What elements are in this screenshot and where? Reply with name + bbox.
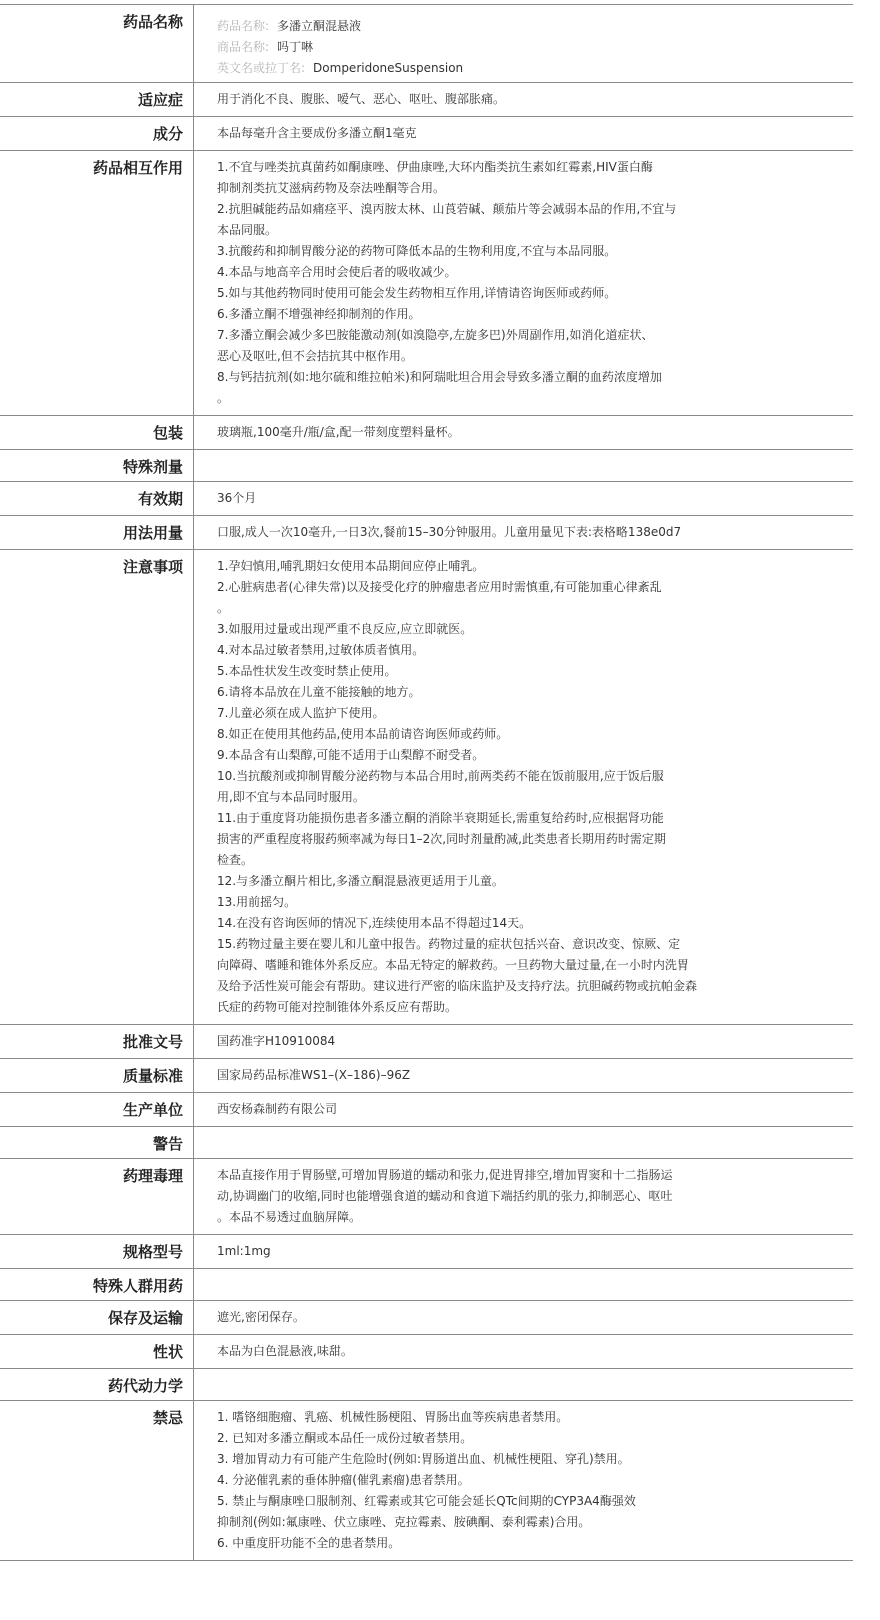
english-name-line: 英文名或拉丁名: DomperidoneSuspension (217, 61, 464, 75)
pharmacology-line: 动,协调幽门的收缩,同时也能增强食道的蠕动和食道下端括约肌的张力,抑制恶心、呕吐 (217, 1189, 673, 1203)
contraindication-line: 3. 增加胃动力有可能产生危险时(例如:胃肠道出血、机械性梗阻、穿孔)禁用。 (217, 1452, 630, 1466)
drug-info-table (0, 4, 853, 1561)
pharmacology-line: 。本品不易透过血脑屏障。 (217, 1210, 362, 1224)
row-precautions (0, 550, 853, 1025)
contraindication-line: 6. 中重度肝功能不全的患者禁用。 (217, 1536, 401, 1550)
precaution-line: 9.本品含有山梨醇,可能不适用于山梨醇不耐受者。 (217, 748, 485, 762)
interaction-line: 本品同服。 (217, 223, 278, 237)
value-specification: 1ml:1mg (217, 1244, 271, 1258)
label-specification: 规格型号 (0, 1235, 194, 1268)
precaution-line: 14.在没有咨询医师的情况下,连续使用本品不得超过14天。 (217, 916, 532, 930)
value-usage: 口服,成人一次10毫升,一日3次,餐前15–30分钟服用。儿童用量见下表:表格略138e0d7 (217, 525, 682, 539)
row-special-population (0, 1269, 853, 1301)
label-package: 包装 (0, 416, 194, 449)
value-drug-name (194, 5, 853, 82)
precaution-line: 8.如正在使用其他药品,使用本品前请咨询医师或药师。 (217, 727, 509, 741)
value-approval-number: 国药准字H10910084 (217, 1034, 336, 1048)
row-special-dosage (0, 450, 853, 482)
label-interactions: 药品相互作用 (0, 151, 194, 415)
label-indications: 适应症 (0, 83, 194, 116)
value-appearance: 本品为白色混悬液,味甜。 (217, 1344, 353, 1358)
row-contraindications (0, 1401, 853, 1561)
row-storage (0, 1301, 853, 1335)
row-quality-standard (0, 1059, 853, 1093)
contraindication-line: 5. 禁止与酮康唑口服制剂、红霉素或其它可能会延长QTc间期的CYP3A4酶强效 (217, 1494, 636, 1508)
row-drug-name (0, 5, 853, 83)
row-indications (0, 83, 853, 117)
value-storage: 遮光,密闭保存。 (217, 1310, 305, 1324)
precaution-line: 2.心脏病患者(心律失常)以及接受化疗的肿瘤患者应用时需慎重,有可能加重心律紊乱 (217, 580, 662, 594)
row-specification (0, 1235, 853, 1269)
value-package: 玻璃瓶,100毫升/瓶/盒,配一带刻度塑料量杯。 (217, 425, 460, 439)
precaution-line: 1.孕妇慎用,哺乳期妇女使用本品期间应停止哺乳。 (217, 559, 485, 573)
interaction-line: 7.多潘立酮会减少多巴胺能激动剂(如溴隐亭,左旋多巴)外周副作用,如消化道症状、 (217, 328, 654, 342)
precaution-line: 15.药物过量主要在婴儿和儿童中报告。药物过量的症状包括兴奋、意识改变、惊厥、定 (217, 937, 681, 951)
value-pharmacokinetics (194, 1369, 853, 1400)
precaution-line: 检查。 (217, 853, 254, 867)
label-precautions: 注意事项 (0, 550, 194, 1024)
value-manufacturer: 西安杨森制药有限公司 (217, 1102, 338, 1116)
label-approval-number: 批准文号 (0, 1025, 194, 1058)
label-contraindications: 禁忌 (0, 1401, 194, 1560)
value-pharmacology (194, 1159, 853, 1234)
row-shelf-life (0, 482, 853, 516)
interaction-line: 3.抗酸药和抑制胃酸分泌的药物可降低本品的生物利用度,不宜与本品同服。 (217, 244, 617, 258)
precaution-line: 氏症的药物可能对控制锥体外系反应有帮助。 (217, 1000, 458, 1014)
value-warning (194, 1127, 853, 1158)
precaution-line: 4.对本品过敏者禁用,过敏体质者慎用。 (217, 643, 425, 657)
interaction-line: 5.如与其他药物同时使用可能会发生药物相互作用,详情请咨询医师或药师。 (217, 286, 617, 300)
label-manufacturer: 生产单位 (0, 1093, 194, 1126)
interaction-line: 恶心及呕吐,但不会拮抗其中枢作用。 (217, 349, 413, 363)
row-package (0, 416, 853, 450)
contraindication-line: 1. 嗜铬细胞瘤、乳癌、机械性肠梗阻、胃肠出血等疾病患者禁用。 (217, 1410, 569, 1424)
label-quality-standard: 质量标准 (0, 1059, 194, 1092)
label-appearance: 性状 (0, 1335, 194, 1368)
pharmacology-line: 本品直接作用于胃肠壁,可增加胃肠道的蠕动和张力,促进胃排空,增加胃窦和十二指肠运 (217, 1168, 673, 1182)
label-storage: 保存及运输 (0, 1301, 194, 1334)
row-appearance (0, 1335, 853, 1369)
interaction-line: 。 (217, 391, 230, 405)
contraindication-line: 4. 分泌催乳素的垂体肿瘤(催乳素瘤)患者禁用。 (217, 1473, 470, 1487)
precaution-line: 向障碍、嗜睡和锥体外系反应。本品无特定的解救药。一旦药物大量过量,在一小时内洗胃 (217, 958, 689, 972)
label-pharmacokinetics: 药代动力学 (0, 1369, 194, 1400)
precaution-line: 3.如服用过量或出现严重不良反应,应立即就医。 (217, 622, 473, 636)
label-warning: 警告 (0, 1127, 194, 1158)
precaution-line: 13.用前摇匀。 (217, 895, 297, 909)
row-pharmacokinetics (0, 1369, 853, 1401)
contraindication-line: 抑制剂(例如:氟康唑、伏立康唑、克拉霉素、胺碘酮、泰利霉素)合用。 (217, 1515, 591, 1529)
interaction-line: 抑制剂类抗艾滋病药物及奈法唑酮等合用。 (217, 181, 446, 195)
precaution-line: 7.儿童必须在成人监护下使用。 (217, 706, 385, 720)
precaution-line: 6.请将本品放在儿童不能接触的地方。 (217, 685, 421, 699)
label-drug-name: 药品名称 (0, 5, 194, 82)
value-interactions (194, 151, 853, 415)
interaction-line: 4.本品与地高辛合用时会使后者的吸收减少。 (217, 265, 457, 279)
generic-name-line: 药品名称: 多潘立酮混悬液 (217, 19, 362, 33)
label-special-dosage: 特殊剂量 (0, 450, 194, 481)
label-special-population: 特殊人群用药 (0, 1269, 194, 1300)
label-ingredients: 成分 (0, 117, 194, 150)
interaction-line: 6.多潘立酮不增强神经抑制剂的作用。 (217, 307, 421, 321)
row-ingredients (0, 117, 853, 151)
contraindication-line: 2. 已知对多潘立酮或本品任一成份过敏者禁用。 (217, 1431, 473, 1445)
precaution-line: 5.本品性状发生改变时禁止使用。 (217, 664, 397, 678)
row-interactions (0, 151, 853, 416)
precaution-line: 11.由于重度肾功能损伤患者多潘立酮的消除半衰期延长,需重复给药时,应根据肾功能 (217, 811, 664, 825)
label-usage: 用法用量 (0, 516, 194, 549)
interaction-line: 8.与钙拮抗剂(如:地尔硫和维拉帕米)和阿瑞吡坦合用会导致多潘立酮的血药浓度增加 (217, 370, 662, 384)
row-approval-number (0, 1025, 853, 1059)
value-indications: 用于消化不良、腹胀、嗳气、恶心、呕吐、腹部胀痛。 (217, 92, 506, 106)
value-special-population (194, 1269, 853, 1300)
row-manufacturer (0, 1093, 853, 1127)
interaction-line: 2.抗胆碱能药品如痛痉平、溴丙胺太林、山莨菪碱、颠茄片等会减弱本品的作用,不宜与 (217, 202, 677, 216)
row-pharmacology (0, 1159, 853, 1235)
label-shelf-life: 有效期 (0, 482, 194, 515)
interaction-line: 1.不宜与唑类抗真菌药如酮康唑、伊曲康唑,大环内酯类抗生素如红霉素,HIV蛋白酶 (217, 160, 653, 174)
precaution-line: 12.与多潘立酮片相比,多潘立酮混悬液更适用于儿童。 (217, 874, 504, 888)
precaution-line: 10.当抗酸剂或抑制胃酸分泌药物与本品合用时,前两类药不能在饭前服用,应于饭后服 (217, 769, 664, 783)
value-contraindications (194, 1401, 853, 1560)
value-special-dosage (194, 450, 853, 481)
precaution-line: 损害的严重程度将服药频率减为每日1–2次,同时剂量酌减,此类患者长期用药时需定期 (217, 832, 666, 846)
value-precautions (194, 550, 853, 1024)
precaution-line: 。 (217, 601, 230, 615)
precaution-line: 及给予活性炭可能会有帮助。建议进行严密的临床监护及支持疗法。抗胆碱药物或抗帕金森 (217, 979, 698, 993)
row-usage (0, 516, 853, 550)
row-warning (0, 1127, 853, 1159)
value-quality-standard: 国家局药品标准WS1–(X–186)–96Z (217, 1068, 411, 1082)
precaution-line: 用,即不宜与本品同时服用。 (217, 790, 365, 804)
trade-name-line: 商品名称: 吗丁啉 (217, 40, 314, 54)
value-shelf-life: 36个月 (217, 491, 257, 505)
label-pharmacology: 药理毒理 (0, 1159, 194, 1234)
value-ingredients: 本品每毫升含主要成份多潘立酮1毫克 (217, 126, 417, 140)
